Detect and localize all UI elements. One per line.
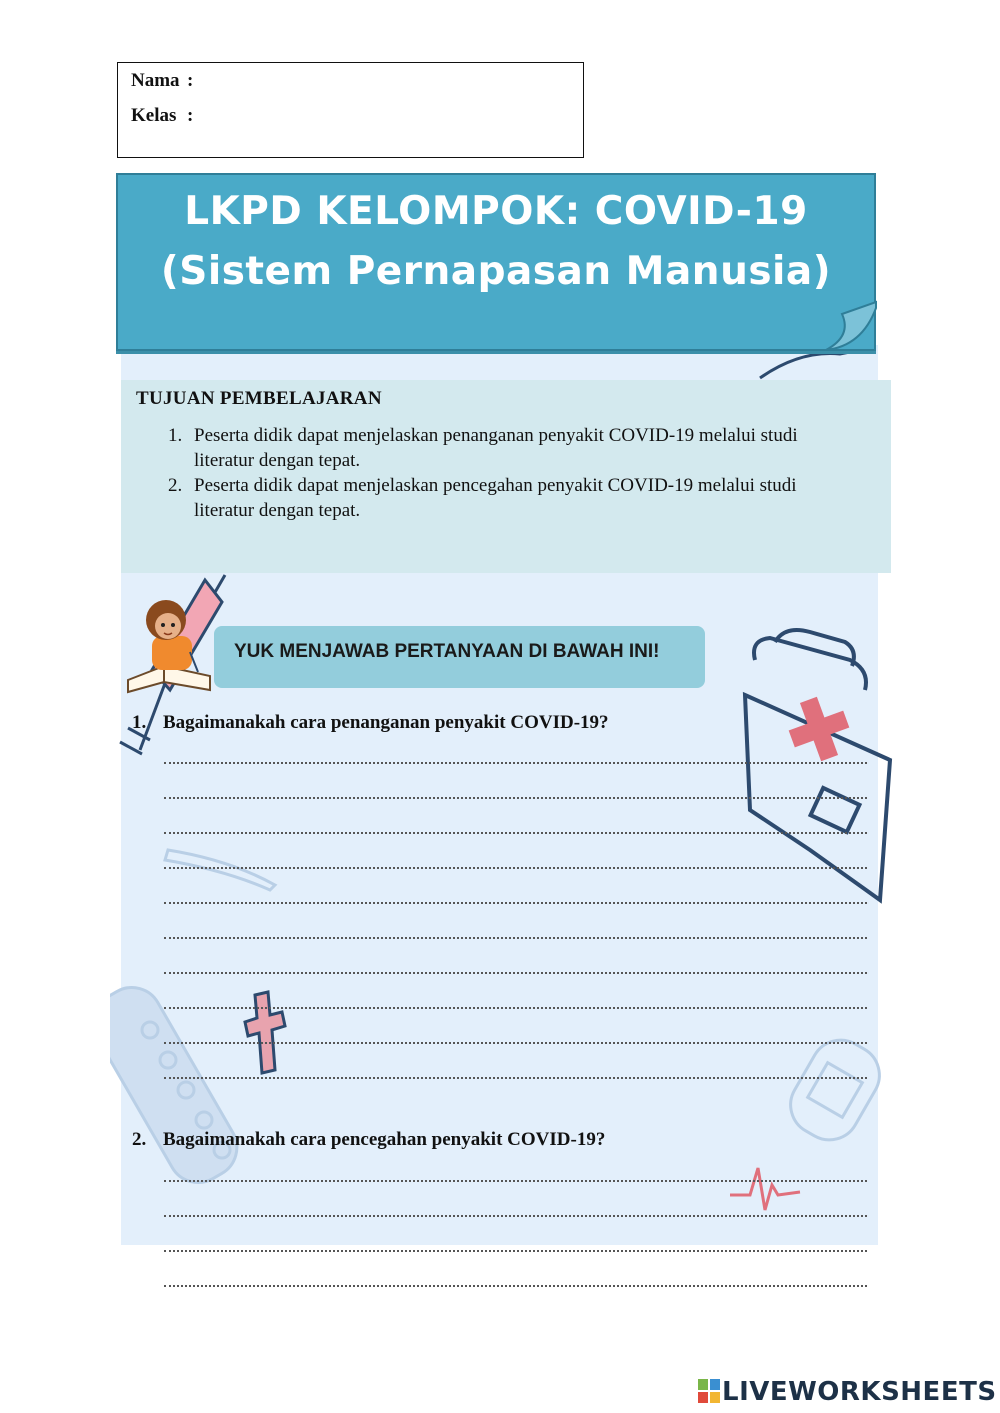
objective-item-2 [168,473,848,523]
answer-line[interactable] [164,1178,867,1182]
name-label: Nama [131,70,180,91]
name-colon: : [187,70,194,91]
liveworksheets-logo[interactable] [698,1377,997,1409]
answer-line[interactable] [164,900,867,904]
name-field[interactable] [131,70,193,92]
answer-line[interactable] [164,865,867,869]
answer-line[interactable] [164,1005,867,1009]
thermometer-icon [165,850,275,890]
question-number: 1. [132,712,147,733]
pill-strip-icon [110,977,248,1194]
title-banner [116,173,876,351]
objective-number: 1. [168,425,183,446]
red-cross-icon [789,697,850,761]
question-number: 2. [132,1129,147,1150]
objective-text: Peserta didik dapat menjelaskan pencegahan penyakit COVID-19 melalui studi literatur dengan tepat. [194,475,797,521]
objectives-heading: TUJUAN PEMBELAJARAN [136,388,382,409]
answer-line[interactable] [164,795,867,799]
class-label: Kelas [131,105,177,126]
answer-line[interactable] [164,970,867,974]
class-colon: : [187,105,194,126]
identity-box [117,62,584,158]
objective-text: Peserta didik dapat menjelaskan penanganan penyakit COVID-19 melalui studi literatur dengan tepat. [194,425,798,471]
class-field[interactable] [131,105,193,127]
answer-line[interactable] [164,760,867,764]
liveworksheets-mark-icon [698,1379,720,1403]
answer-line[interactable] [164,1040,867,1044]
question-text: Bagaimanakah cara penanganan penyakit COVID-19? [163,712,609,733]
answer-prompt-banner: YUK MENJAWAB PERTANYAAN DI BAWAH INI! [214,626,705,688]
title-line-2: (Sistem Pernapasan Manusia) [160,249,832,294]
objective-item-1 [168,423,848,473]
answer-line[interactable] [164,1213,867,1217]
medical-bag-icon [745,630,890,900]
student-reading-icon [124,592,216,694]
answer-line[interactable] [164,830,867,834]
bandage-icon [780,1029,891,1151]
page-curl-icon [822,300,878,352]
answer-line[interactable] [164,1248,867,1252]
question-text: Bagaimanakah cara pencegahan penyakit COVID-19? [163,1129,606,1150]
answer-line[interactable] [164,1283,867,1287]
answer-line[interactable] [164,935,867,939]
objective-number: 2. [168,475,183,496]
title-line-1: LKPD KELOMPOK: COVID-19 [184,189,808,234]
heartbeat-icon [730,1168,800,1210]
answer-line[interactable] [164,1075,867,1079]
logo-text: LIVEWORKSHEETS [722,1377,997,1407]
syringe-top-icon [760,347,870,378]
